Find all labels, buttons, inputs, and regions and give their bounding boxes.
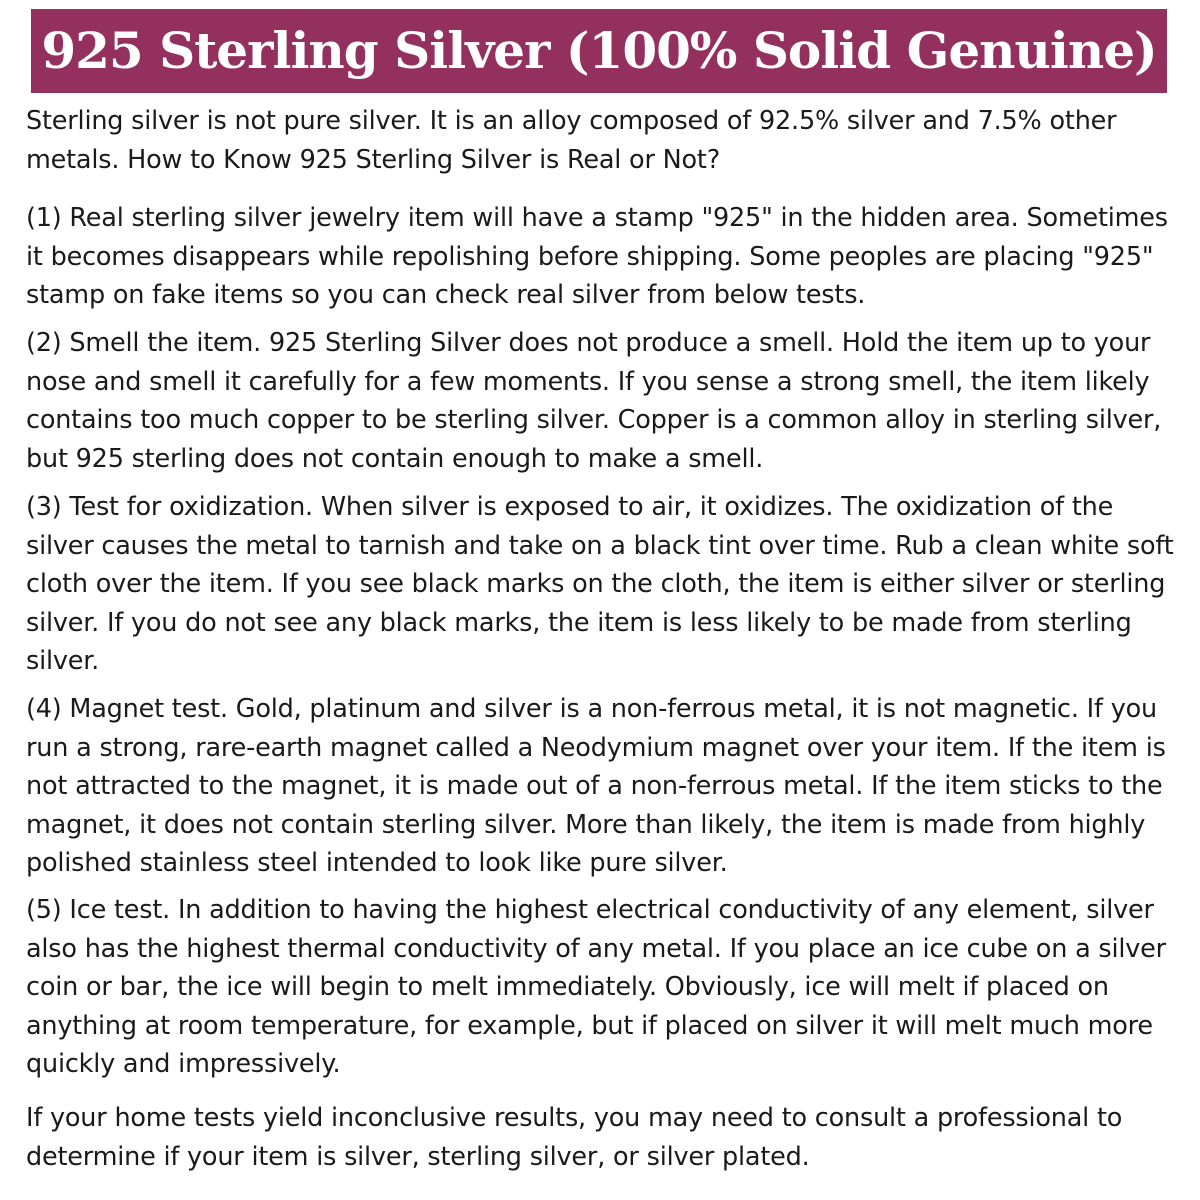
test-paragraph-oxidization: (3) Test for oxidization. When silver is exposed to air, it oxidizes. The oxidization of the silver causes the metal to tarnish and take on a black tint over time. Rub a clean white soft cloth over the item. If you see black marks on the cloth, the item is either silver or sterling silver. If you do not see any black marks, the item is less likely to be made from sterling silver. (26, 492, 1174, 676)
test-paragraph-magnet: (4) Magnet test. Gold, platinum and silver is a non-ferrous metal, it is not magnetic. If you run a strong, rare-earth magnet called a Neodymium magnet over your item. If the item is not attracted to the magnet, it is made out of a non-ferrous metal. If the item sticks to the magnet, it does not contain sterling silver. More than likely, the item is made from highly polished stainless steel intended to look like pure silver. (26, 694, 1166, 878)
title-banner (31, 9, 1167, 93)
page-title: 925 Sterling Silver (100% Solid Genuine) (41, 21, 1157, 80)
outro-paragraph: If your home tests yield inconclusive results, you may need to consult a professional to determine if your item is silver, sterling silver, or silver plated. (26, 1103, 1123, 1172)
intro-paragraph: Sterling silver is not pure silver. It is an alloy composed of 92.5% silver and 7.5% other metals. How to Know 925 Sterling Silver is Real or Not? (26, 106, 1117, 175)
test-paragraph-stamp: (1) Real sterling silver jewelry item will have a stamp "925" in the hidden area. Sometimes it becomes disappears while repolishing before shipping. Some peoples are placing "925" stamp on fake items so you can check real silver from below tests. (26, 203, 1168, 310)
test-paragraph-ice: (5) Ice test. In addition to having the highest electrical conductivity of any element, silver also has the highest thermal conductivity of any metal. If you place an ice cube on a silver coin or bar, the ice will begin to melt immediately. Obviously, ice will melt if placed on anything at room temperature, for example, but if placed on silver it will melt much more quickly and impressively. (26, 895, 1166, 1079)
test-paragraph-smell: (2) Smell the item. 925 Sterling Silver does not produce a smell. Hold the item up to your nose and smell it carefully for a few moments. If you sense a strong smell, the item likely contains too much copper to be sterling silver. Copper is a common alloy in sterling silver, but 925 sterling does not contain enough to make a smell. (26, 328, 1162, 474)
